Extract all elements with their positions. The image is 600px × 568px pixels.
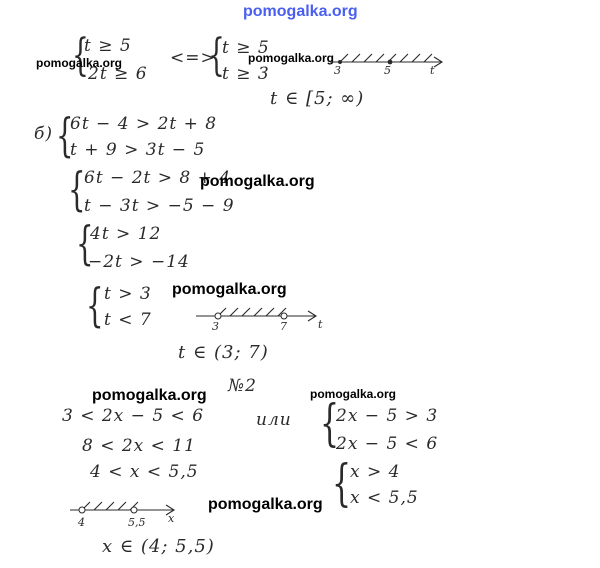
problem2-sys1-line2: 2x − 5 < 6 [336,434,439,454]
part-b-sys4-line1: t > 3 [104,284,152,304]
problem2-sys1-line1: 2x − 5 > 3 [336,406,439,426]
watermark-top: pomogalka.org [243,3,358,20]
system-brace: { [208,30,225,81]
tick-label: 5 [384,64,391,77]
answer-a: t ∈ [5; ∞) [270,88,365,109]
part-b-sys1-line1: 6t − 4 > 2t + 8 [70,114,218,134]
watermark: pomogalka.org [310,387,397,401]
problem2-sys2-line2: x < 5,5 [350,488,419,508]
problem2-line3: 4 < x < 5,5 [90,462,199,482]
part-b-sys3-line1: 4t > 12 [90,224,162,244]
system-brace: { [86,278,104,332]
tick-label: 3 [212,320,219,333]
part-b-sys2-line2: t − 3t > −5 − 9 [84,196,235,216]
tick-label: 5,5 [128,516,146,529]
system-brace: { [56,108,74,162]
part-b-sys1-line2: t + 9 > 3t − 5 [70,140,206,160]
system-brace: { [332,454,352,512]
system-brace: { [72,30,89,81]
watermark: pomogalka.org [208,496,323,513]
or-word: или [256,410,292,430]
tick-label: t [430,64,435,77]
tick-label: 3 [334,64,341,77]
part-a-sys1-line1: t ≥ 5 [84,36,132,56]
watermark: pomogalka.org [172,281,287,298]
system-brace: { [76,216,94,270]
tick-label: t [318,318,323,331]
part-b-sys4-line2: t < 7 [104,310,152,330]
watermark: pomogalka.org [36,56,123,70]
system-brace: { [68,162,86,216]
tick-label: 7 [280,320,287,333]
part-a-sys2-line2: t ≥ 3 [222,64,270,84]
watermark: pomogalka.org [200,173,315,190]
number-line-2 [70,498,180,522]
problem-number: №2 [228,376,257,396]
part-b-label: б) [34,124,54,144]
tick-label: x [168,512,175,525]
system-brace: { [320,394,340,452]
watermark: pomogalka.org [248,51,335,65]
part-b-sys3-line2: −2t > −14 [88,252,190,272]
part-a-sys2-line1: t ≥ 5 [222,38,270,58]
part-b-sys2-line1: 6t − 2t > 8 + 4 [84,168,232,188]
part-a-sys1-line2: 2t ≥ 6 [88,64,148,84]
answer-b: t ∈ (3; 7) [178,342,269,363]
answer-2: x ∈ (4; 5,5) [102,536,215,557]
problem2-sys2-line1: x > 4 [350,462,401,482]
equivalence-arrow: <=> [170,48,216,68]
tick-label: 4 [78,516,85,529]
problem2-line2: 8 < 2x < 11 [82,436,196,456]
problem2-line1: 3 < 2x − 5 < 6 [62,406,205,426]
watermark: pomogalka.org [92,387,207,404]
